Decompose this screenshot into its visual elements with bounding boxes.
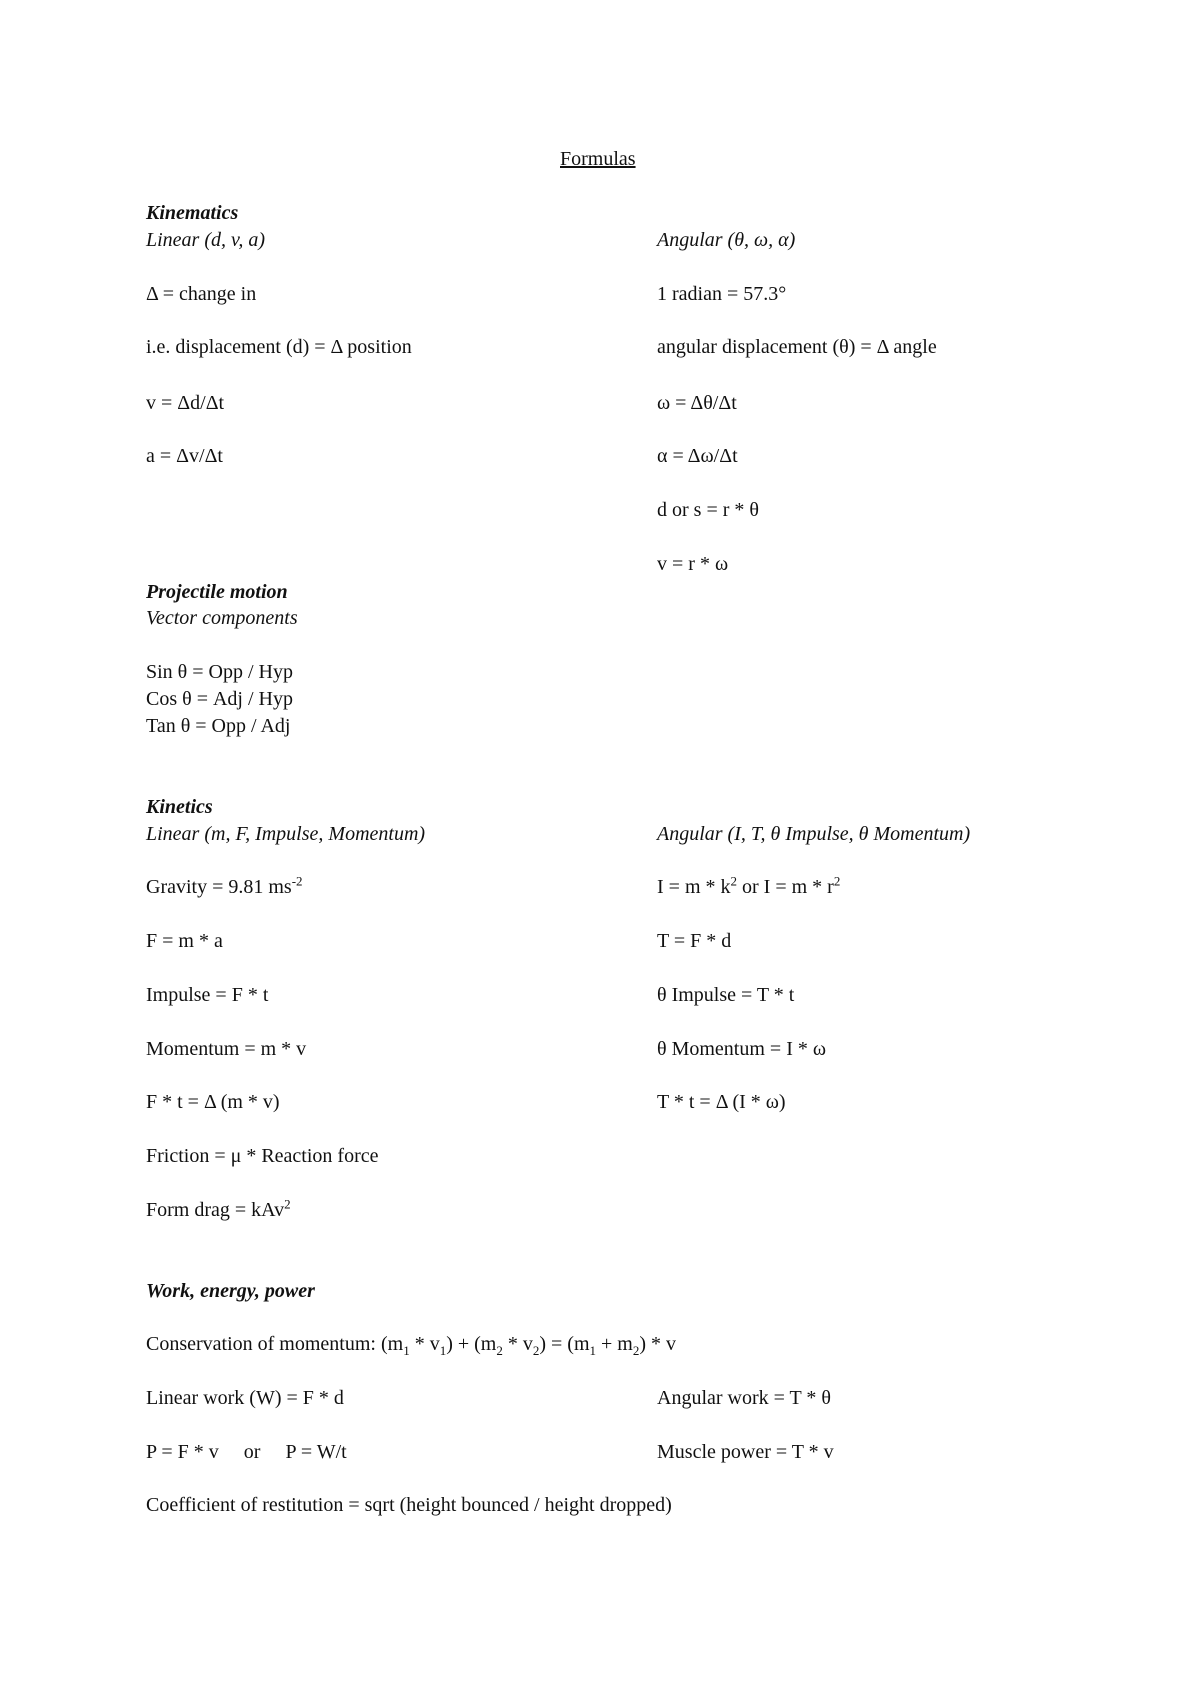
linear-work-formula: Linear work (W) = F * d (146, 1387, 344, 1409)
projectile-line: Tan θ = Opp / Adj (146, 715, 291, 737)
kinetics-angular-line: θ Impulse = T * t (657, 984, 795, 1006)
kinetics-angular-line: θ Momentum = I * ω (657, 1038, 827, 1060)
kinematics-angular-line: angular displacement (θ) = Δ angle (657, 336, 937, 358)
kinematics-angular-line: ω = Δθ/Δt (657, 392, 737, 414)
kinetics-linear-line: Friction = μ * Reaction force (146, 1145, 379, 1167)
kinematics-angular-line: v = r * ω (657, 553, 729, 575)
kinematics-linear-line: a = Δv/Δt (146, 445, 223, 467)
kinetics-heading: Kinetics (146, 796, 213, 818)
form-drag-formula: Form drag = kAv$^2$ (146, 1196, 291, 1221)
kinematics-heading: Kinematics (146, 202, 239, 224)
angular-work-formula: Angular work = T * θ (657, 1387, 831, 1409)
kinetics-angular-line: T = F * d (657, 930, 732, 952)
conservation-formula: Conservation of momentum: $(m_1 * v_1) + (m_2 * v_2) = (m_1 + m_2) * v$ (146, 1333, 677, 1358)
gravity-formula: Gravity = 9.81 $ms^{-2}$ (146, 873, 303, 898)
kinematics-angular-line: d or s = r * θ (657, 499, 759, 521)
work-heading: Work, energy, power (146, 1280, 315, 1302)
power-formula: P = F * v or P = W/t (146, 1441, 347, 1463)
kinetics-linear-line: Impulse = F * t (146, 984, 269, 1006)
kinetics-angular-heading: Angular (I, T, θ Impulse, θ Momentum) (657, 823, 971, 845)
kinetics-linear-line: F * t = Δ (m * v) (146, 1091, 280, 1113)
kinematics-linear-line: v = Δd/Δt (146, 392, 225, 414)
page-title: Formulas (560, 148, 636, 170)
kinematics-angular-heading: Angular (θ, ω, α) (657, 229, 796, 251)
kinematics-linear-heading: Linear (d, v, a) (146, 229, 266, 251)
inertia-formula: $I = m * k^2$ or $I = m * r^2$ (657, 873, 841, 898)
kinematics-linear-line: i.e. displacement (d) = Δ position (146, 336, 412, 358)
kinetics-linear-line: Momentum = m * v (146, 1038, 307, 1060)
muscle-power-formula: Muscle power = T * v (657, 1441, 834, 1463)
kinematics-angular-line: α = Δω/Δt (657, 445, 738, 467)
projectile-subheading: Vector components (146, 607, 298, 629)
kinetics-linear-heading: Linear (m, F, Impulse, Momentum) (146, 823, 426, 845)
projectile-heading: Projectile motion (146, 581, 288, 603)
kinematics-linear-line: Δ = change in (146, 283, 257, 305)
restitution-formula: Coefficient of restitution = sqrt (height bounced / height dropped) (146, 1494, 672, 1516)
kinematics-angular-line: 1 radian = 57.3° (657, 283, 787, 305)
projectile-line: Cos θ = Adj / Hyp (146, 688, 293, 710)
kinetics-linear-line: F = m * a (146, 930, 223, 952)
kinetics-angular-line: T * t = Δ (I * ω) (657, 1091, 786, 1113)
projectile-line: Sin θ = Opp / Hyp (146, 661, 293, 683)
